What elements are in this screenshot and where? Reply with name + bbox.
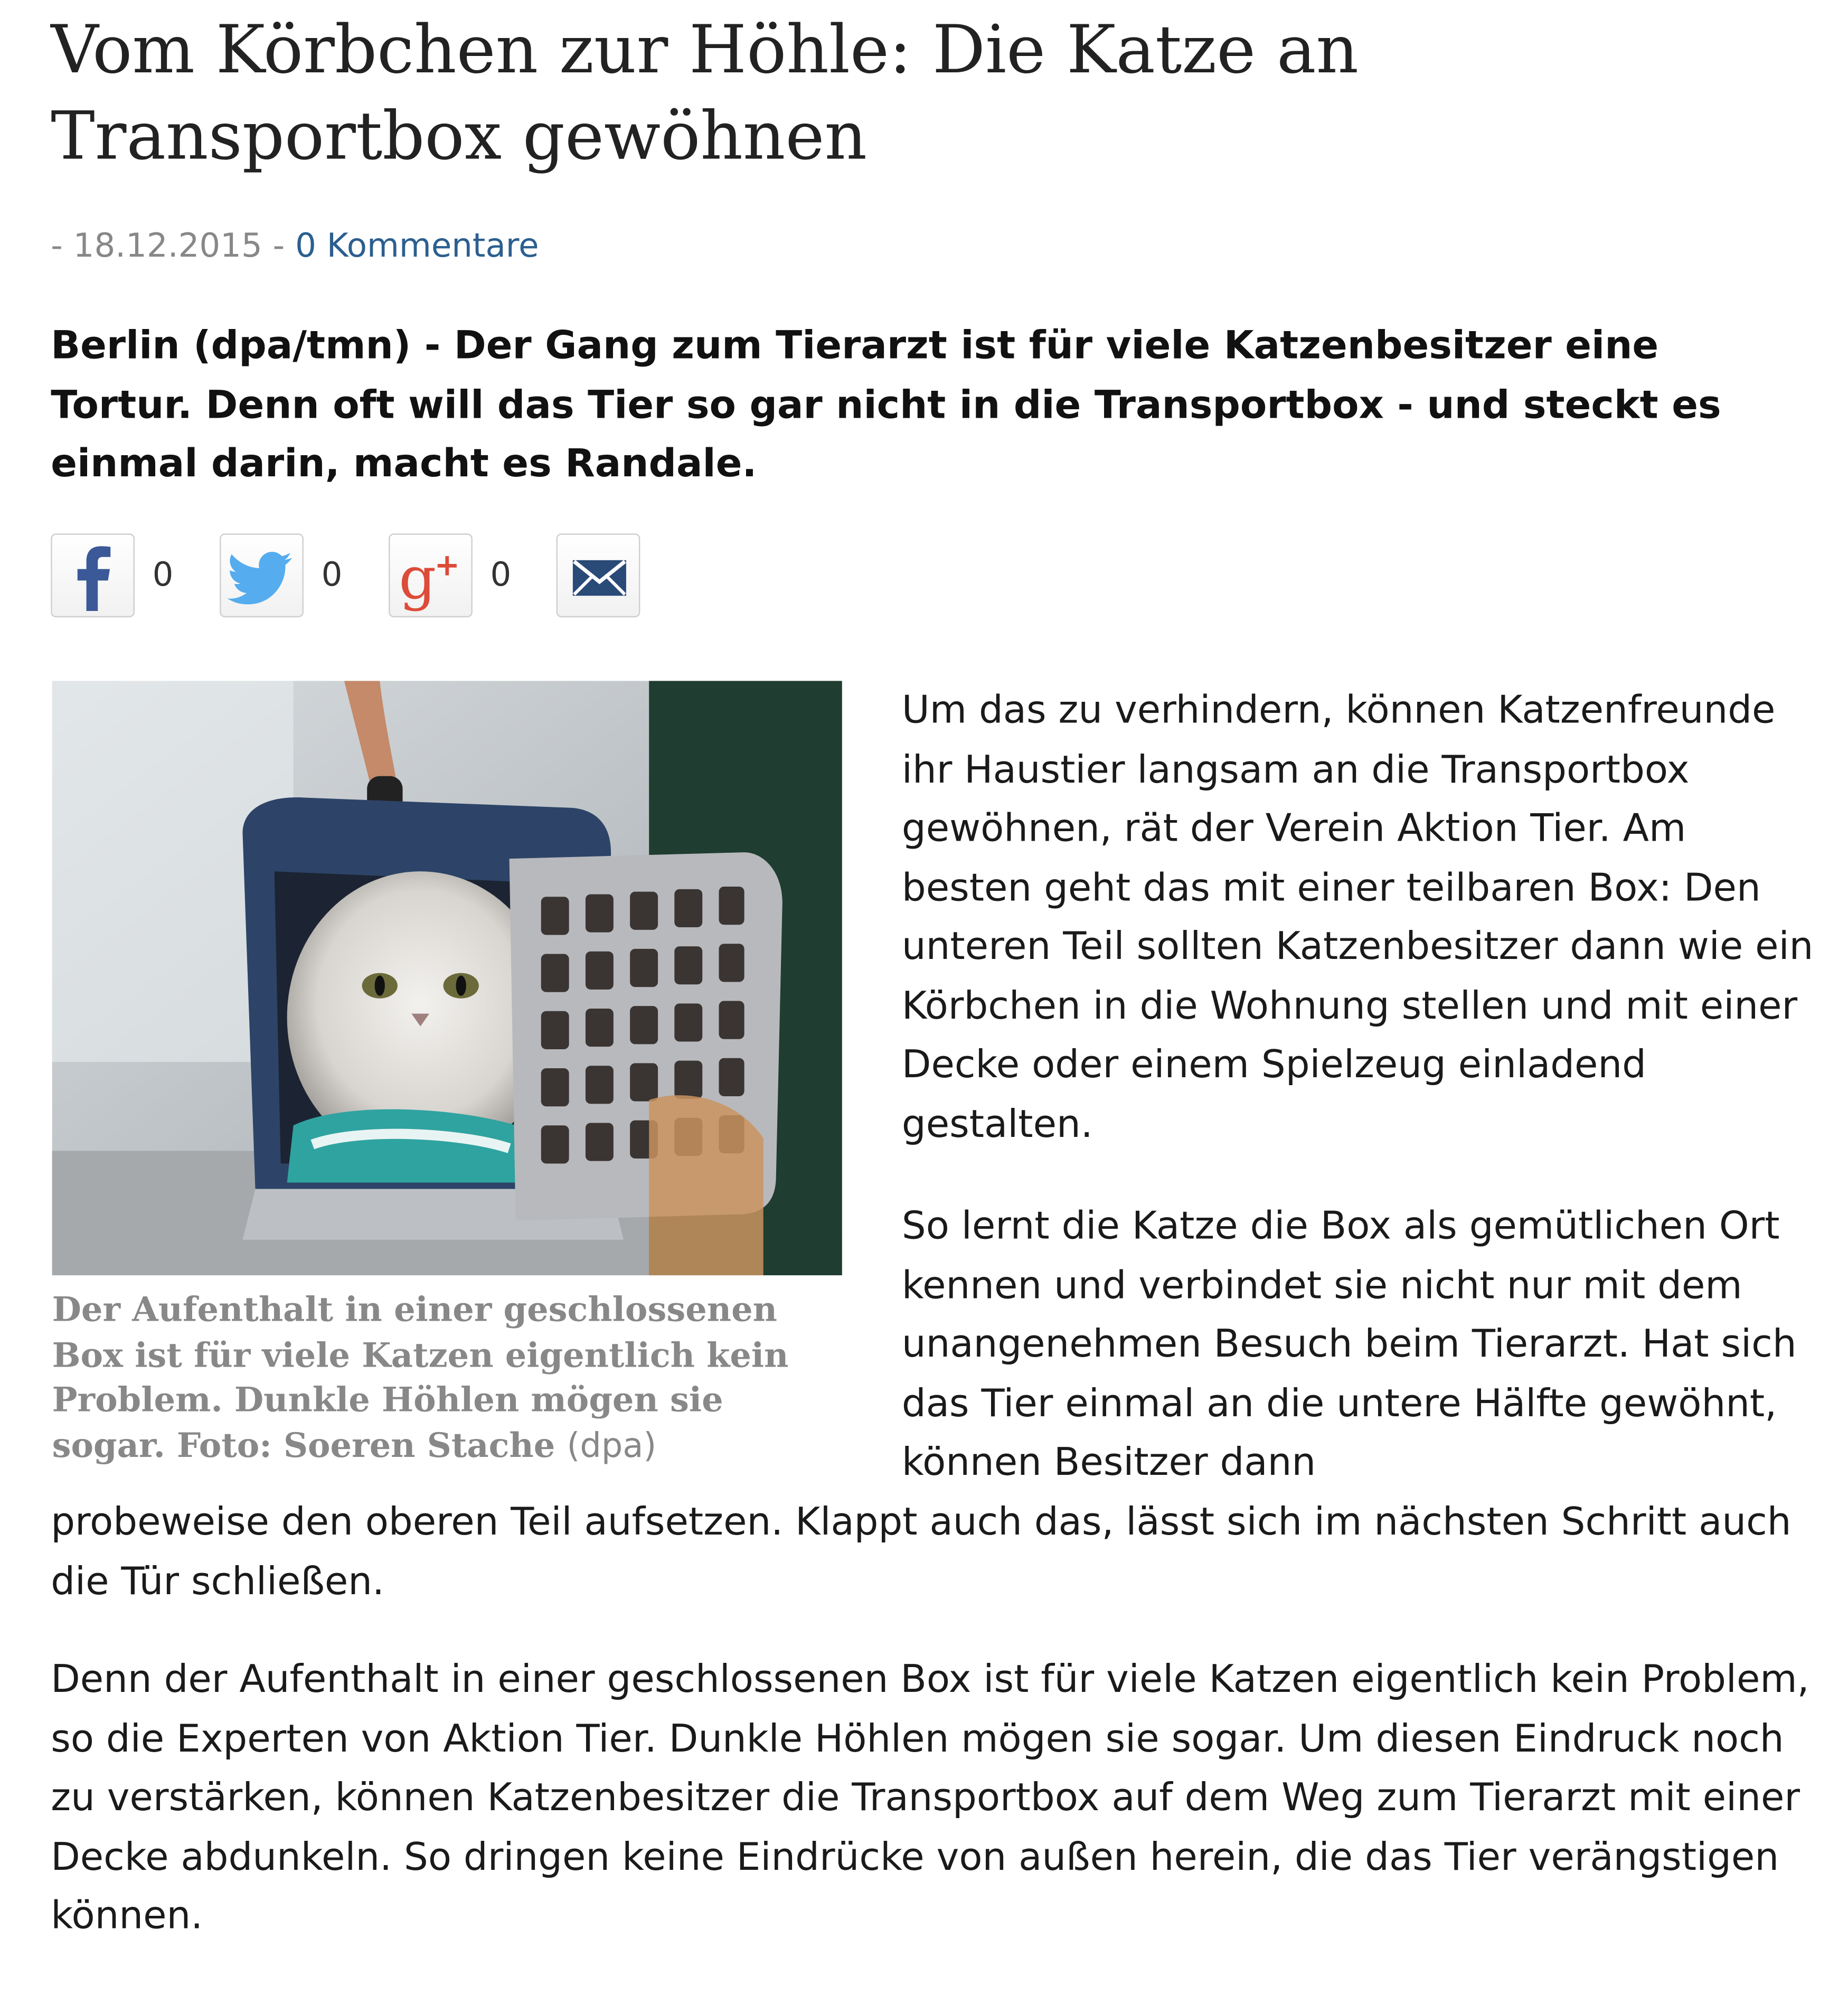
- article-paragraph-3: Denn der Aufenthalt in einer geschlossenen Box ist für viele Katzen eigentlich kein Problem, so die Experten von Aktion Tier. Dunkle Höhlen mögen sie sogar. Um diesen Eindruck noch zu verstärken, können Katzenbesitzer die Transportbox auf dem Weg zum Tierarzt mit einer Decke abdunkeln. So dringen keine Eindrücke von außen herein, die das Tier verängstigen können.: [51, 1658, 1809, 1938]
- article-title: Vom Körbchen zur Höhle: Die Katze an Transportbox gewöhnen: [51, 13, 1359, 175]
- comments-link[interactable]: 0 Kommentare: [295, 227, 539, 266]
- google-plus-icon: [390, 535, 474, 619]
- svg-text:g: g: [399, 544, 437, 613]
- photo-caption-text: Der Aufenthalt in einer geschlossenen Box ist für viele Katzen eigentlich kein Problem. Dunkle Höhlen mögen sie sogar. Foto: Soeren Stache: [52, 1290, 789, 1465]
- article-meta: [51, 228, 539, 266]
- twitter-share-button[interactable]: [220, 533, 304, 617]
- facebook-icon: [52, 535, 136, 619]
- email-share-button[interactable]: [557, 533, 640, 617]
- facebook-count: 0: [152, 556, 174, 595]
- photo-caption-source: (dpa): [567, 1426, 657, 1465]
- facebook-share-button[interactable]: [51, 533, 135, 617]
- email-icon: [558, 535, 642, 619]
- article-lead: Berlin (dpa/tmn) - Der Gang zum Tierarzt ist für viele Katzenbesitzer eine Tortur. Denn oft will das Tier so gar nicht in die Transportbox - und steckt es einmal darin, macht es Randale.: [51, 324, 1721, 487]
- article-paragraph-1: Um das zu verhindern, können Katzenfreunde ihr Haustier langsam an die Transportbox gewöhnen, rät der Verein Aktion Tier. Am besten geht das mit einer teilbaren Box: Den unteren Teil sollten Katzenbesitzer dann wie ein Körbchen in die Wohnung stellen und mit einer Decke oder einem Spielzeug einladend gestalten.: [901, 688, 1814, 1146]
- article-date: - 18.12.2015 -: [51, 227, 285, 266]
- article-paragraph-2-part-2: probeweise den oberen Teil aufsetzen. Klappt auch das, lässt sich im nächsten Schritt auch die Tür schließen.: [51, 1500, 1792, 1604]
- share-bar: [51, 533, 661, 622]
- cat-in-carrier-image: [52, 681, 842, 1275]
- photo-caption: [52, 1288, 840, 1469]
- article-photo: [52, 681, 842, 1275]
- article-paragraph-2-part-1: So lernt die Katze die Box als gemütlichen Ort kennen und verbindet sie nicht nur mit dem unangenehmen Besuch beim Tierarzt. Hat sich das Tier einmal an die untere Hälfte gewöhnt, können Besitzer dann: [901, 1204, 1797, 1485]
- svg-text:+: +: [434, 547, 460, 583]
- google-plus-share-button[interactable]: [389, 533, 473, 617]
- google-plus-count: 0: [490, 556, 512, 595]
- twitter-icon: [221, 535, 305, 619]
- twitter-count: 0: [321, 556, 343, 595]
